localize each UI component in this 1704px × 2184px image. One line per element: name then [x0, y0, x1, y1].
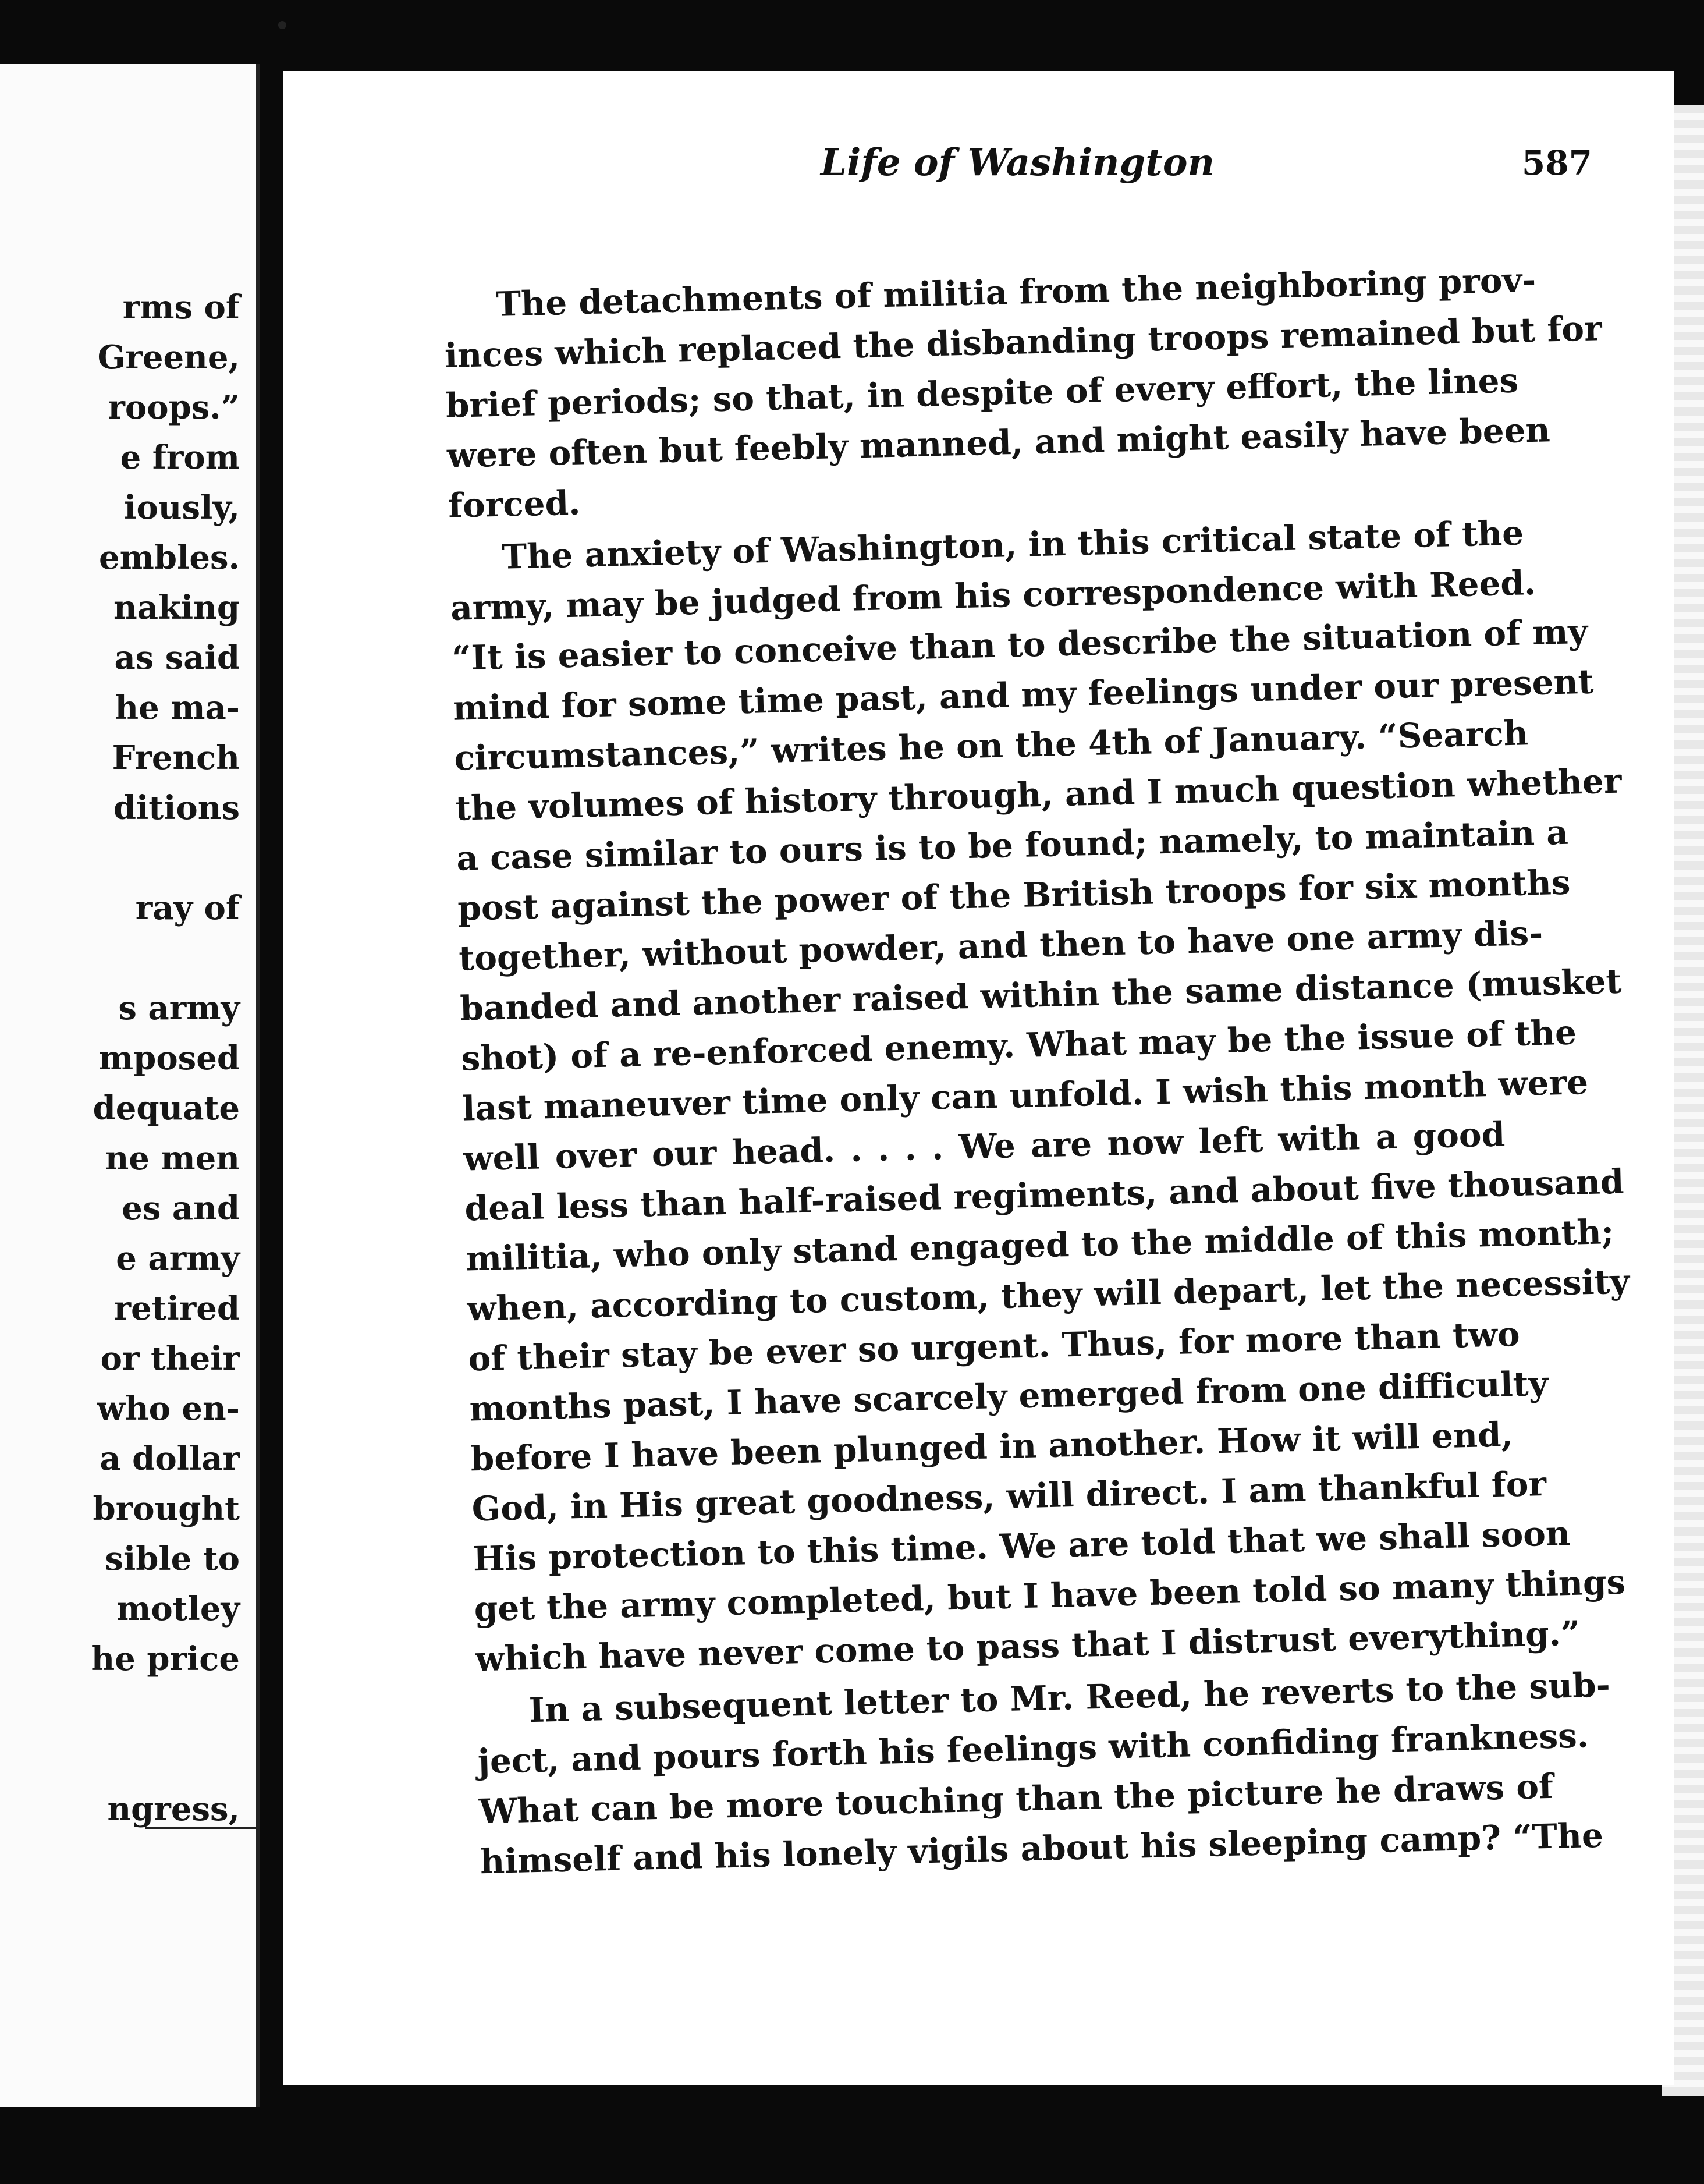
- left-page-line: roops.”: [108, 388, 240, 427]
- text-line: God, in His great goodness, will direct. I am thankful for: [471, 1463, 1547, 1529]
- text-line: before I have been plunged in another. How it will end,: [470, 1414, 1514, 1479]
- paragraph: [476, 1662, 1611, 1887]
- left-page-line: motley: [116, 1590, 240, 1628]
- text-line: which have never come to pass that I distrust everything.”: [475, 1613, 1581, 1679]
- left-page-line: ditions: [113, 789, 240, 827]
- text-line: get the army completed, but I have been told so many things: [473, 1562, 1626, 1629]
- text-line: His protection to this time. We are told that we shall soon: [472, 1513, 1571, 1579]
- text-line: The anxiety of Washington, in this critical state of the: [501, 513, 1524, 577]
- text-line: In a subsequent letter to Mr. Reed, he reverts to the sub-: [528, 1665, 1611, 1731]
- text-line: ject, and pours forth his feelings with confiding frankness.: [477, 1715, 1589, 1782]
- book-page: [283, 71, 1674, 2085]
- text-line: were often but feebly manned, and might easily have been: [446, 410, 1551, 476]
- text-line: circumstances,” writes he on the 4th of January. “Search: [453, 713, 1529, 778]
- text-line: army, may be judged from his correspondence with Reed.: [450, 562, 1536, 628]
- left-page-line: mposed: [98, 1039, 240, 1077]
- left-page-line: or their: [100, 1339, 240, 1378]
- paragraph: [449, 509, 1630, 1685]
- text-line: What can be more touching than the picture he draws of: [478, 1766, 1554, 1832]
- text-line: militia, who only stand engaged to the middle of this month;: [465, 1212, 1614, 1279]
- left-page-line: e army: [116, 1239, 240, 1278]
- left-page-line: he ma-: [115, 689, 240, 727]
- body-text: [443, 256, 1630, 1889]
- left-page-line: s army: [118, 989, 240, 1027]
- running-title: Life of Washington: [821, 141, 1215, 185]
- text-line: banded and another raised within the same distance (musket: [459, 961, 1623, 1029]
- text-line: shot) of a re-enforced enemy. What may be the issue of the: [460, 1012, 1577, 1079]
- text-line: post against the power of the British troops for six months: [457, 862, 1571, 928]
- left-page-line: dequate: [93, 1089, 240, 1128]
- text-line: The detachments of militia from the neighboring prov-: [495, 260, 1536, 324]
- left-page-line: he price: [91, 1640, 240, 1678]
- left-page-line: naking: [113, 588, 240, 627]
- left-page-fragment: [0, 64, 260, 2107]
- left-page-line: e from: [120, 438, 240, 477]
- scan-speck: [278, 21, 286, 29]
- text-line: when, according to custom, they will depart, let the necessity: [466, 1261, 1630, 1329]
- paragraph: [443, 256, 1603, 531]
- text-line: together, without powder, and then to have one army dis-: [458, 913, 1543, 978]
- text-line: inces which replaced the disbanding troops remained but for: [444, 309, 1603, 375]
- text-line: brief periods; so that, in despite of every effort, the lines: [445, 360, 1519, 426]
- left-page-line: embles.: [99, 538, 240, 577]
- text-line: forced.: [448, 483, 581, 526]
- left-page-line: a dollar: [100, 1440, 240, 1478]
- left-page-line: retired: [113, 1289, 240, 1328]
- text-line: himself and his lonely vigils about his sleeping camp? “The: [480, 1815, 1604, 1882]
- text-line: a case similar to ours is to be found; namely, to maintain a: [456, 812, 1569, 878]
- text-line: last maneuver time only can unfold. I wish this month were: [462, 1062, 1589, 1129]
- left-page-line: as said: [114, 639, 240, 677]
- text-line: well over our head. . . . . We are now left with a good: [463, 1114, 1506, 1179]
- left-page-line: ne men: [105, 1139, 240, 1178]
- text-line: months past, I have scarcely emerged from one difficulty: [468, 1363, 1549, 1429]
- text-line: “It is easier to conceive than to describe the situation of my: [451, 611, 1588, 678]
- text-line: mind for some time past, and my feelings under our present: [452, 661, 1595, 728]
- left-page-line: iously,: [124, 488, 240, 527]
- page-number: 587: [1521, 143, 1592, 183]
- left-page-line: Greene,: [97, 338, 240, 377]
- text-line: deal less than half-raised regiments, and about five thousand: [464, 1161, 1625, 1229]
- left-page-line: who en-: [97, 1389, 240, 1428]
- text-line: the volumes of history through, and I much question whether: [455, 761, 1623, 828]
- left-page-line: ray of: [135, 889, 240, 927]
- left-page-line: es and: [122, 1189, 240, 1228]
- left-page-line: sible to: [105, 1540, 240, 1578]
- text-line: of their stay be ever so urgent. Thus, for more than two: [467, 1314, 1521, 1379]
- left-page-line: brought: [93, 1490, 240, 1528]
- left-page-line: rms of: [122, 288, 240, 327]
- left-page-line: ngress,: [107, 1790, 240, 1828]
- left-page-line: French: [112, 739, 240, 777]
